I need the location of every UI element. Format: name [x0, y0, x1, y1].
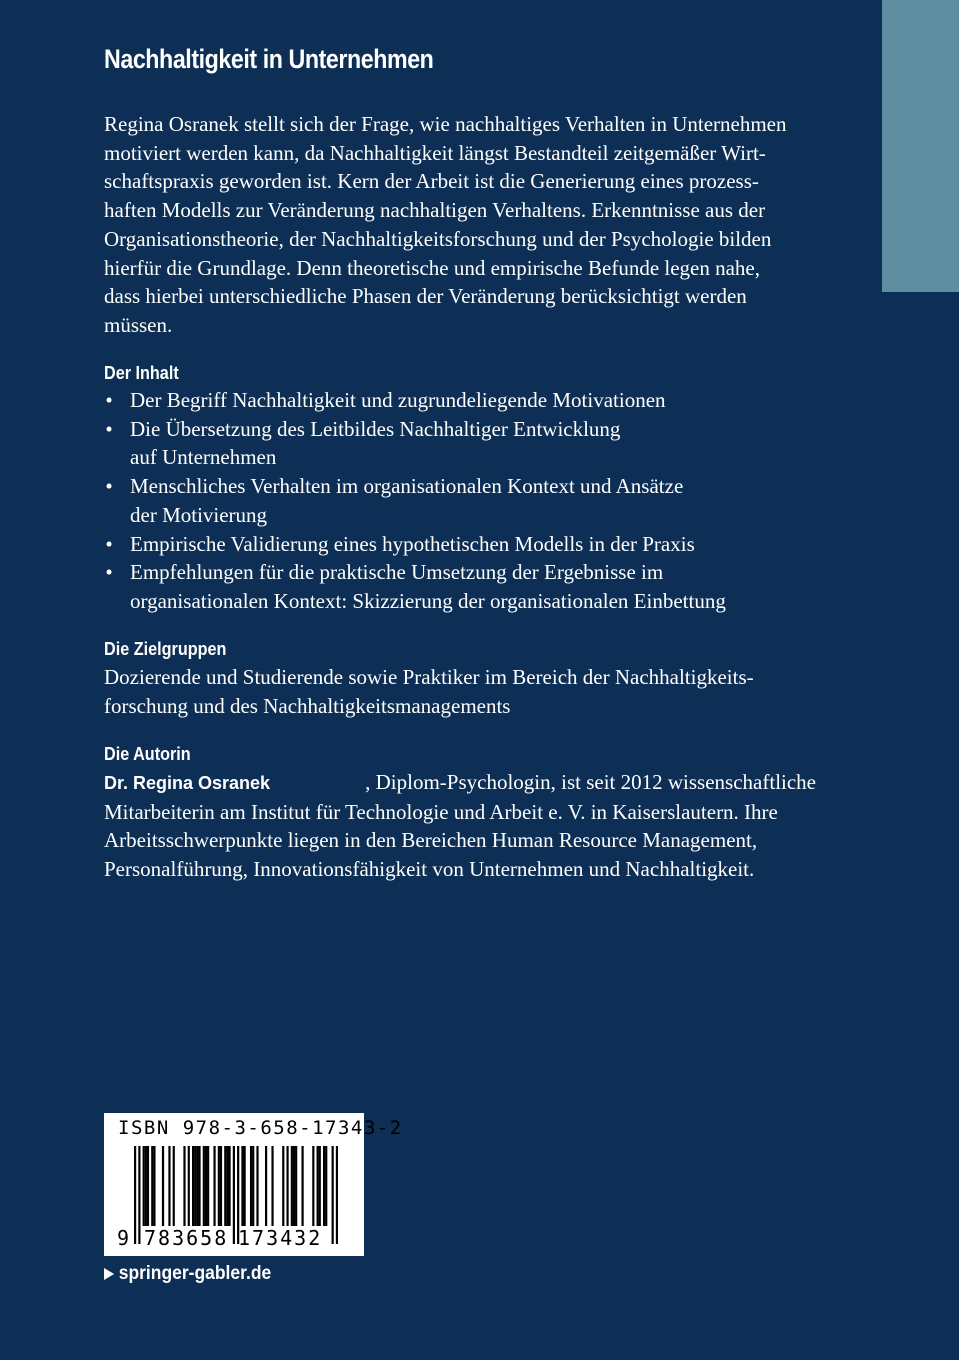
audience-heading: Die Zielgruppen: [104, 639, 227, 659]
barcode-bar: [271, 1146, 273, 1226]
isbn-right-digits: 173432: [238, 1226, 323, 1250]
intro-paragraph: [104, 110, 816, 340]
barcode-bar: [192, 1146, 194, 1226]
barcode-bar: [196, 1146, 198, 1226]
intro-line: schaftspraxis geworden ist. Kern der Arbeit ist die Generierung eines prozess-: [104, 169, 759, 194]
intro-line: dass hierbei unterschiedliche Phasen der Veränderung berücksichtigt werden: [104, 284, 747, 309]
bullet-dot: •: [105, 416, 113, 441]
barcode-bar: [173, 1146, 175, 1226]
contents-item-line: Die Übersetzung des Leitbildes Nachhaltiger Entwicklung: [130, 416, 621, 441]
barcode-bar: [323, 1146, 325, 1226]
barcode-bar: [224, 1146, 226, 1226]
barcode-bar: [256, 1146, 258, 1226]
intro-line: motiviert werden kann, da Nachhaltigkeit längst Bestandteil zeitgemäßer Wirt-: [104, 140, 766, 165]
audience-line: forschung und des Nachhaltigkeitsmanagements: [104, 693, 511, 718]
contents-item-line: organisationalen Kontext: Skizzierung der organisationalen Einbettung: [130, 588, 726, 613]
contents-item-line: Empirische Validierung eines hypothetischen Modells in der Praxis: [130, 531, 695, 556]
barcode-bar: [205, 1146, 207, 1226]
barcode-bar: [317, 1146, 319, 1226]
intro-line: haften Modells zur Veränderung nachhaltigen Verhaltens. Erkenntnisse aus der: [104, 198, 766, 223]
contents-item-line: Menschliches Verhalten im organisationalen Kontext und Ansätze: [130, 474, 684, 499]
contents-list-item: [104, 558, 824, 615]
barcode-bar: [233, 1146, 235, 1244]
contents-item-line: der Motivierung: [130, 502, 268, 527]
barcode-bar: [134, 1146, 136, 1244]
barcode-bar: [220, 1146, 222, 1226]
isbn-barcode: [104, 1113, 403, 1256]
barcode-bar: [183, 1146, 185, 1226]
author-heading: Die Autorin: [104, 744, 191, 764]
bullet-dot: •: [105, 560, 113, 585]
isbn-left-digits: 783658: [144, 1226, 229, 1250]
contents-item-line: auf Unternehmen: [130, 445, 277, 470]
play-arrow-icon: [104, 1268, 114, 1280]
contents-item-line: Empfehlungen für die praktische Umsetzung der Ergebnisse im: [130, 560, 664, 585]
author-name-wrap: [104, 768, 270, 798]
barcode-bar: [153, 1146, 155, 1226]
intro-line: müssen.: [104, 312, 173, 337]
contents-list-item: [104, 386, 824, 415]
barcode-bar: [226, 1146, 228, 1226]
barcode-bar: [244, 1146, 246, 1226]
author-line: Personalführung, Innovationsfähigkeit von Unternehmen und Nachhaltigkeit.: [104, 857, 755, 882]
author-first-line-rest: , Diplom-Psychologin, ist seit 2012 wissenschaftliche: [365, 770, 816, 794]
barcode-bar: [312, 1146, 314, 1226]
contents-list: [104, 386, 824, 616]
barcode-bar: [282, 1146, 284, 1226]
isbn-first-digit: 9: [117, 1226, 130, 1250]
barcode-bar: [194, 1146, 196, 1226]
isbn-label: ISBN 978-3-658-17343-2: [118, 1117, 403, 1139]
barcode-bar: [151, 1146, 153, 1226]
bullet-dot: •: [105, 474, 113, 499]
barcode-bar: [336, 1146, 338, 1244]
barcode-bar: [143, 1146, 145, 1226]
barcode-bar: [168, 1146, 170, 1226]
barcode-bar: [147, 1146, 149, 1226]
barcode-bar: [145, 1146, 147, 1226]
barcode-bar: [319, 1146, 321, 1226]
author-name: Dr. Regina Osranek: [104, 773, 271, 793]
contents-list-item: [104, 530, 824, 559]
intro-line: Organisationstheorie, der Nachhaltigkeitsforschung und der Psychologie bilden: [104, 226, 772, 251]
barcode-bar: [286, 1146, 288, 1226]
author-lines: [104, 798, 816, 884]
barcode-bar: [228, 1146, 230, 1226]
bullet-dot: •: [105, 531, 113, 556]
barcode-bar: [293, 1146, 295, 1226]
barcode-bar: [162, 1146, 164, 1226]
barcode-bar: [265, 1146, 267, 1226]
author-paragraph: [104, 768, 816, 884]
author-line: Mitarbeiterin am Institut für Technologie und Arbeit e. V. in Kaiserslautern. Ihre: [104, 799, 778, 824]
contents-list-item: [104, 472, 824, 529]
barcode-bar: [250, 1146, 252, 1226]
barcode-bar: [207, 1146, 209, 1226]
barcode-bar: [295, 1146, 297, 1226]
page-title: Nachhaltigkeit in Unternehmen: [104, 44, 434, 74]
contents-heading: Der Inhalt: [104, 363, 179, 383]
barcode-bar: [332, 1146, 334, 1244]
author-first-line: [104, 768, 816, 798]
publisher-website-link[interactable]: [104, 1263, 271, 1285]
barcode-bar: [325, 1146, 327, 1226]
barcode-bar: [138, 1146, 140, 1244]
intro-line: hierfür die Grundlage. Denn theoretische und empirische Befunde legen nahe,: [104, 255, 761, 280]
audience-paragraph: [104, 663, 816, 720]
barcode-bar: [218, 1146, 220, 1226]
bullet-dot: •: [105, 388, 113, 412]
barcode-bar: [203, 1146, 205, 1226]
website-text: springer-gabler.de: [118, 1263, 272, 1284]
audience-line: Dozierende und Studierende sowie Praktiker im Bereich der Nachhaltigkeits-: [104, 665, 754, 689]
barcode-bar: [301, 1146, 303, 1226]
barcode-bar: [291, 1146, 293, 1226]
side-color-tab: [882, 0, 959, 292]
barcode-bar: [252, 1146, 254, 1226]
barcode-bar: [188, 1146, 190, 1226]
contents-item-line: Der Begriff Nachhaltigkeit und zugrundeliegende Motivationen: [130, 388, 666, 412]
contents-list-item: [104, 415, 824, 472]
intro-line: Regina Osranek stellt sich der Frage, wie nachhaltiges Verhalten in Unternehmen: [104, 112, 787, 136]
barcode-bar: [213, 1146, 215, 1226]
barcode-bar: [198, 1146, 200, 1226]
author-line: Arbeitsschwerpunkte liegen in den Bereichen Human Resource Management,: [104, 828, 758, 853]
barcode-bar: [241, 1146, 243, 1226]
